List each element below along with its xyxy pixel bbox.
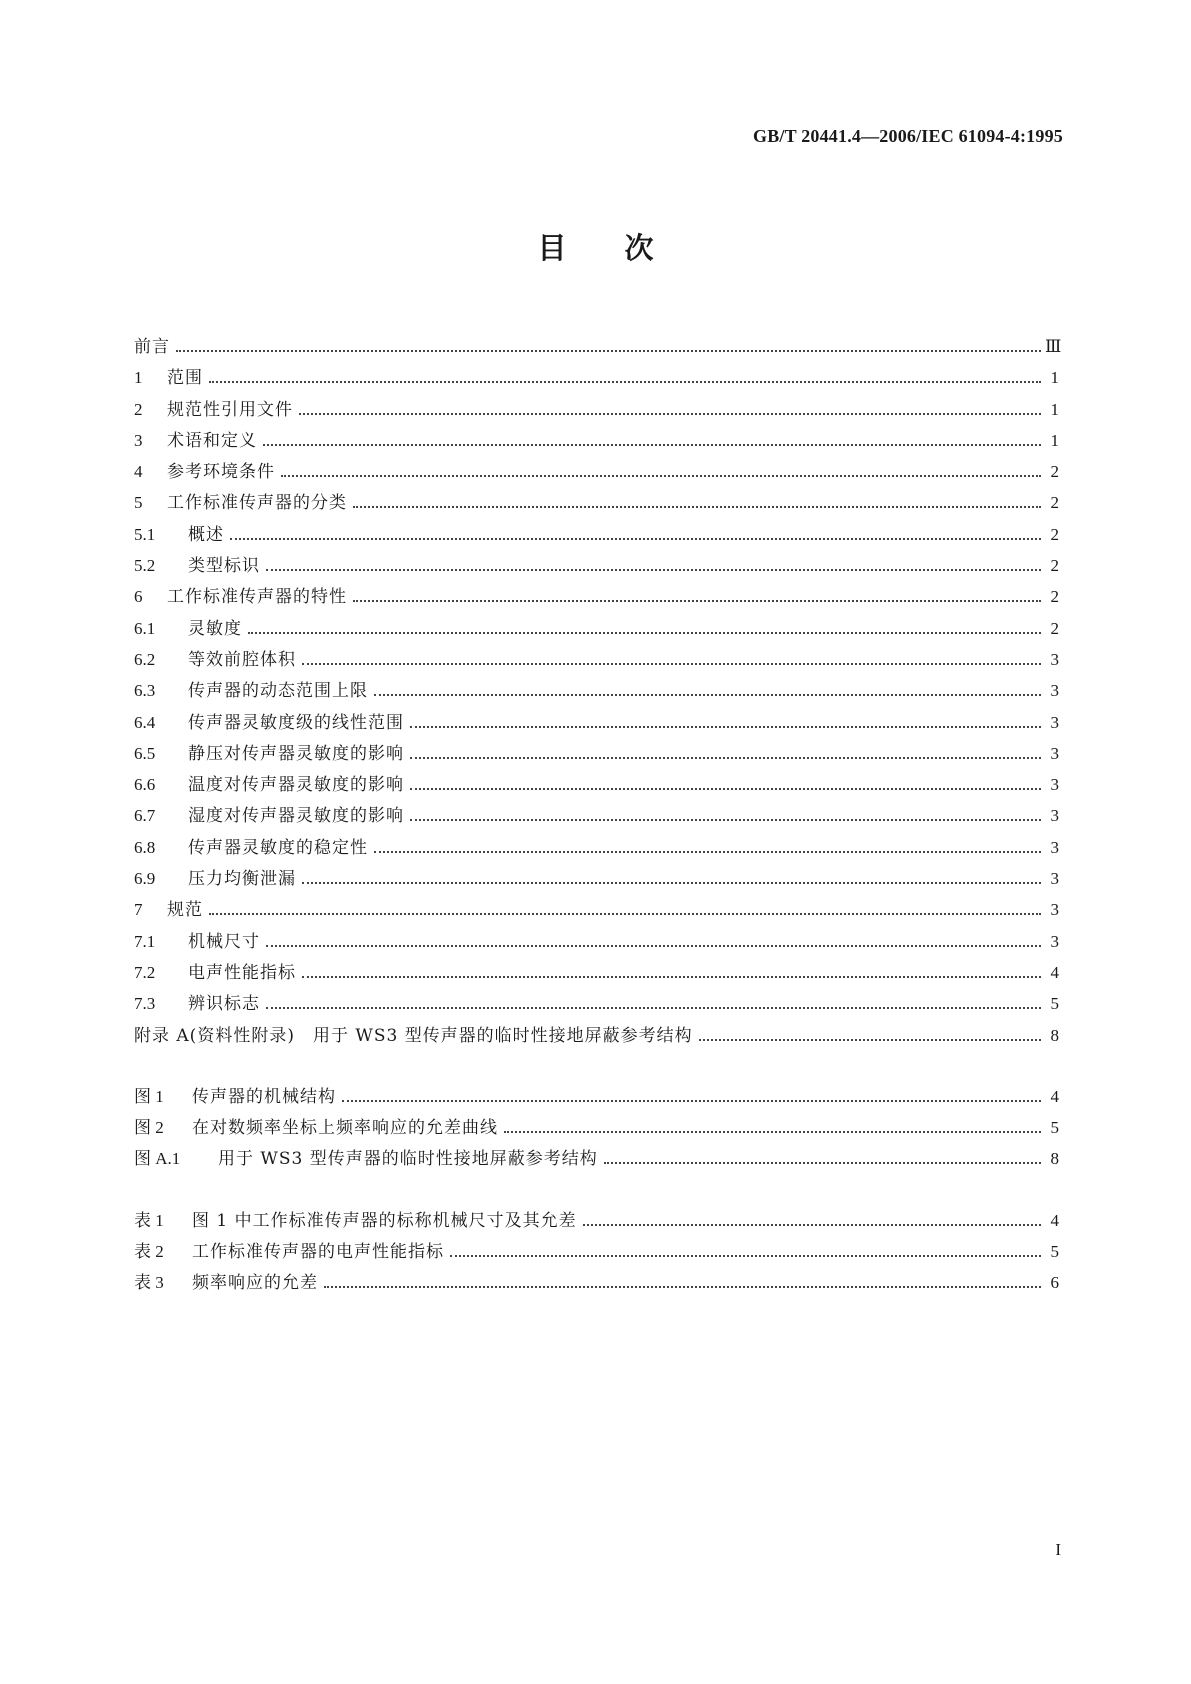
toc-figure-title: 在对数频率坐标上频率响应的允差曲线 [192,1118,498,1139]
toc-entry-page: 2 [1050,493,1059,513]
dot-leader [342,1080,1041,1102]
toc-entry-number: 6.6 [134,775,156,795]
toc-table-number: 表 1 [134,1210,164,1230]
toc-entry-title: 传声器灵敏度级的线性范围 [188,712,404,733]
dot-leader [281,455,1041,477]
toc-entry-7-1[interactable] [134,925,1059,956]
dot-leader [504,1111,1041,1133]
toc-entry-number: 6.4 [134,712,156,732]
dot-leader [266,549,1041,571]
toc-entry-title: 温度对传声器灵敏度的影响 [188,775,404,796]
toc-entry-page: 3 [1050,869,1059,889]
toc-entry-number: 6.9 [134,869,156,889]
toc-figure-page: 5 [1050,1118,1059,1138]
dot-leader [302,956,1041,978]
toc-entry-page: 2 [1050,587,1059,607]
toc-entry-4[interactable] [134,455,1059,486]
toc-entry-page: 2 [1050,556,1059,576]
toc-entry-page: Ⅲ [1045,337,1062,356]
dot-leader [299,393,1041,415]
toc-entry-title: 辨识标志 [188,994,260,1015]
toc-figure-1[interactable] [134,1080,1059,1111]
dot-leader [699,1019,1041,1041]
dot-leader [374,674,1041,696]
toc-entry-page: 3 [1050,743,1059,763]
toc-entry-number: 6.1 [134,618,156,638]
toc-sections-group [134,330,1062,1050]
toc-table-title: 频率响应的允差 [192,1273,318,1294]
toc-entry-page: 3 [1050,649,1059,669]
toc-entry-title: 参考环境条件 [167,462,275,483]
dot-leader [302,643,1041,665]
toc-entry-6-8[interactable] [134,831,1059,862]
toc-entry-number: 3 [134,430,143,450]
toc-entry-number: 7.1 [134,931,156,951]
toc-figure-a1[interactable] [134,1142,1059,1173]
page-number: I [1055,1540,1061,1559]
dot-leader [353,486,1041,508]
toc-entry-7-2[interactable] [134,956,1059,987]
toc-entry-6-6[interactable] [134,768,1059,799]
dot-leader [410,768,1041,790]
toc-entry-page: 2 [1050,462,1059,482]
toc-entry-number: 5.1 [134,524,156,544]
toc-title-char-2: 次 [624,231,654,265]
dot-leader [209,361,1041,383]
toc-entry-page: 3 [1050,681,1059,701]
toc-table-title: 工作标准传声器的电声性能指标 [192,1242,444,1263]
toc-entry-number: 6 [134,587,143,607]
toc-entry-number: 7 [134,900,143,920]
dot-leader [176,330,1041,352]
toc-entry-number: 6.7 [134,806,156,826]
toc-entry-6-3[interactable] [134,674,1059,705]
dot-leader [248,612,1041,634]
toc-figure-number: 图 A.1 [134,1149,181,1169]
toc-entry-5-1[interactable] [134,518,1059,549]
toc-entry-page: 1 [1050,368,1059,388]
dot-leader [374,831,1041,853]
toc-entry-page: 3 [1050,837,1059,857]
dot-leader [583,1204,1041,1226]
toc-entry-6-9[interactable] [134,862,1059,893]
toc-entry-number: 6.5 [134,743,156,763]
toc-table-page: 6 [1050,1273,1059,1293]
toc-entry-page: 2 [1050,524,1059,544]
document-code: GB/T 20441.4—2006/IEC 61094-4:1995 [753,126,1063,146]
toc-table-page: 4 [1050,1210,1059,1230]
toc-entry-title: 概述 [188,524,224,545]
toc-figure-number: 图 2 [134,1118,164,1138]
toc-entry-title: 湿度对传声器灵敏度的影响 [188,806,404,827]
dot-leader [410,706,1041,728]
toc-title-char-1: 目 [537,231,567,265]
toc-figure-2[interactable] [134,1111,1059,1142]
dot-leader [410,799,1041,821]
toc-entry-page: 3 [1050,806,1059,826]
toc-tables-group [134,1204,1059,1298]
toc-entry-number: 2 [134,399,143,419]
toc-entry-page: 3 [1050,775,1059,795]
toc-entry-number: 7.2 [134,962,156,982]
toc-entry-title: 静压对传声器灵敏度的影响 [188,743,404,764]
dot-leader [263,424,1041,446]
toc-table-3[interactable] [134,1266,1059,1297]
dot-leader [450,1235,1041,1257]
toc-figure-title: 用于 WS3 型传声器的临时性接地屏蔽参考结构 [218,1149,598,1170]
toc-entry-page: 1 [1050,399,1059,419]
toc-entry-title: 前言 [134,337,170,357]
toc-entry-6[interactable] [134,580,1059,611]
toc-entry-number: 6.8 [134,837,156,857]
toc-entry-number: 4 [134,462,143,482]
dot-leader [266,987,1041,1009]
toc-entry-5[interactable] [134,486,1059,517]
toc-entry-foreword[interactable] [134,330,1062,361]
toc-table-number: 表 3 [134,1273,164,1293]
toc-figure-page: 4 [1050,1086,1059,1106]
toc-entry-title: 灵敏度 [188,618,242,639]
toc-entry-page: 3 [1050,712,1059,732]
dot-leader [209,893,1041,915]
toc-entry-number: 6.2 [134,649,156,669]
toc-entry-title: 规范 [167,900,203,921]
toc-entry-6-2[interactable] [134,643,1059,674]
toc-entry-3[interactable] [134,424,1059,455]
toc-entry-annex-a[interactable] [134,1019,1059,1050]
dot-leader [302,862,1041,884]
dot-leader [410,737,1041,759]
toc-entry-page: 8 [1050,1025,1059,1045]
toc-entry-page: 2 [1050,618,1059,638]
toc-entry-page: 3 [1050,900,1059,920]
toc-entry-title: 电声性能指标 [188,962,296,983]
dot-leader [266,925,1041,947]
toc-table-1[interactable] [134,1204,1059,1235]
dot-leader [353,580,1041,602]
toc-table-title: 图 1 中工作标准传声器的标称机械尺寸及其允差 [192,1210,577,1231]
toc-entry-title: 工作标准传声器的特性 [167,587,347,608]
toc-entry-page: 5 [1050,994,1059,1014]
toc-entry-title: 范围 [167,368,203,389]
dot-leader [324,1266,1041,1288]
toc-entry-number: 5 [134,493,143,513]
toc-entry-title: 附录 A(资料性附录) 用于 WS3 型传声器的临时性接地屏蔽参考结构 [134,1025,693,1046]
toc-table-page: 5 [1050,1242,1059,1262]
toc-entry-title: 传声器灵敏度的稳定性 [188,837,368,858]
dot-leader [230,518,1041,540]
toc-entry-number: 6.3 [134,681,156,701]
toc-entry-number: 7.3 [134,994,156,1014]
toc-entry-number: 1 [134,368,143,388]
toc-entry-number: 5.2 [134,556,156,576]
toc-entry-6-7[interactable] [134,799,1059,830]
toc-entry-title: 机械尺寸 [188,931,260,952]
toc-entry-page: 3 [1050,931,1059,951]
toc-entry-7[interactable] [134,893,1059,924]
toc-table-number: 表 2 [134,1242,164,1262]
toc-entry-title: 等效前腔体积 [188,649,296,670]
toc-entry-title: 术语和定义 [167,430,257,451]
table-of-contents [134,330,1062,1298]
toc-entry-title: 工作标准传声器的分类 [167,493,347,514]
toc-entry-2[interactable] [134,393,1059,424]
toc-entry-7-3[interactable] [134,987,1059,1018]
toc-entry-title: 规范性引用文件 [167,399,293,420]
toc-entry-1[interactable] [134,361,1059,392]
toc-entry-6-1[interactable] [134,612,1059,643]
toc-entry-title: 传声器的动态范围上限 [188,681,368,702]
toc-entry-6-5[interactable] [134,737,1059,768]
toc-entry-5-2[interactable] [134,549,1059,580]
toc-title [0,226,1191,267]
toc-figure-page: 8 [1050,1149,1059,1169]
toc-entry-title: 类型标识 [188,556,260,577]
toc-entry-title: 压力均衡泄漏 [188,869,296,890]
dot-leader [604,1142,1041,1164]
toc-entry-6-4[interactable] [134,706,1059,737]
toc-figure-title: 传声器的机械结构 [192,1086,336,1107]
toc-figure-number: 图 1 [134,1086,164,1106]
toc-entry-page: 1 [1050,430,1059,450]
toc-figures-group [134,1080,1059,1174]
toc-entry-page: 4 [1050,962,1059,982]
toc-table-2[interactable] [134,1235,1059,1266]
